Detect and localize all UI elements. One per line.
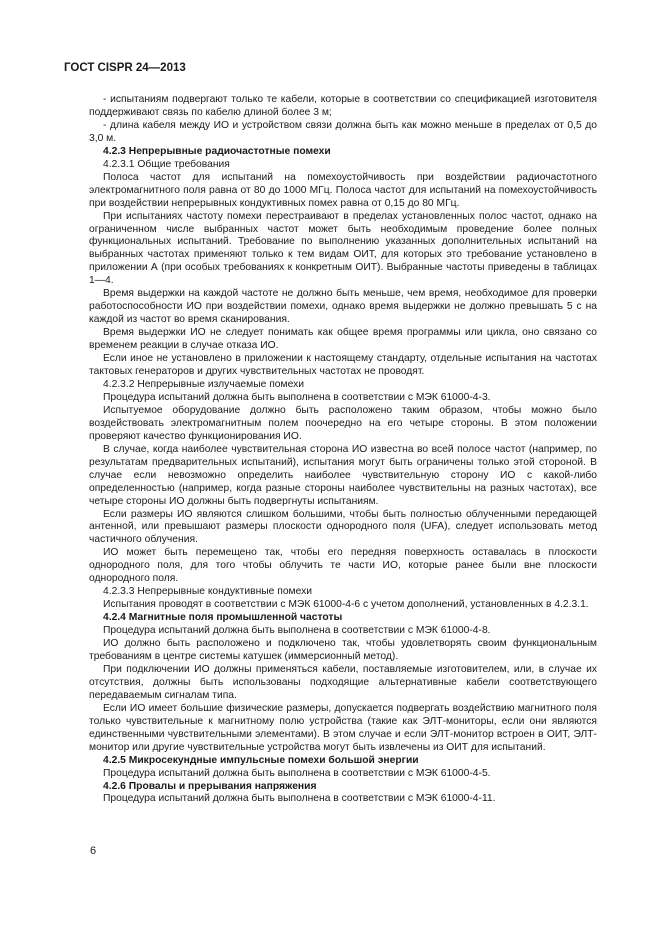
paragraph: Процедура испытаний должна быть выполнена в соответствии с МЭК 61000-4-3. [103, 391, 491, 403]
paragraph: При подключении ИО должны применяться кабели, поставляемые изготовителем, или, в случае их отсутствия, должны быть использованы подходящие альтернативные кабели соответствующего передаваемым сигналам типа. [89, 663, 597, 701]
section-heading: 4.2.6 Провалы и прерывания напряжения [103, 780, 317, 792]
document-header: ГОСТ CISPR 24—2013 [64, 62, 186, 74]
paragraph: Процедура испытаний должна быть выполнена в соответствии с МЭК 61000-4-11. [103, 793, 496, 805]
paragraph: Если ИО имеет большие физические размеры, допускается подвергать воздействию магнитного поля только чувствительные к магнитному полю устройства (такие как ЭЛТ-мониторы, если они являются единственными чувствительными элементами). В этом случае и если ЭЛТ-монитор встроен в ОИТ, ЭЛТ-монитор или другие чувствительные устройства могут быть извлечены из ОИТ для испытаний. [89, 702, 597, 753]
paragraph: 4.2.3.1 Общие требования [103, 158, 230, 170]
section-heading: 4.2.5 Микросекундные импульсные помехи большой энергии [103, 754, 419, 766]
paragraph: Испытуемое оборудование должно быть расположено таким образом, чтобы можно было воздействовать электромагнитным полем поочередно на его четыре стороны. В этом положении проверяют качество функционирования ИО. [89, 404, 597, 442]
paragraph: В случае, когда наиболее чувствительная сторона ИО известна во всей полосе частот (например, по результатам предварительных испытаний), испытания могут быть ограничены только этой стороной. В случае если невозможно определить наиболее чувствительную сторону ИО с какой-либо определенностью (например, когда разные стороны наиболее чувствительны на разных частотах), все четыре стороны ИО должны быть подвергнуты испытаниям. [89, 443, 597, 507]
paragraph: Процедура испытаний должна быть выполнена в соответствии с МЭК 61000-4-5. [103, 767, 491, 779]
paragraph: При испытаниях частоту помехи перестраивают в пределах установленных полос частот, однако на ограниченном числе выбранных частот может быть необходимым проведение более полных функциональных испытаний. Требование по выполнению указанных дополнительных испытаний на выбранных частотах применяют только к тем видам ОИТ, для которых это требование установлено в приложении А (при особых требованиях к конкретным ОИТ). Выбранные частоты приведены в таблицах 1—4. [89, 210, 597, 287]
paragraph: Процедура испытаний должна быть выполнена в соответствии с МЭК 61000-4-8. [103, 625, 491, 637]
paragraph: - испытаниям подвергают только те кабели, которые в соответствии со спецификацией изготовителя поддерживают связь по кабелю длиной более 3 м; [89, 94, 597, 118]
paragraph: ИО может быть перемещено так, чтобы его передняя поверхность оставалась в плоскости однородного поля, для того чтобы облучить те части ИО, которые ранее были вне плоскости однородного поля. [89, 547, 597, 585]
paragraph: ИО должно быть расположено и подключено так, чтобы удовлетворять своим функциональным требованиям в центре системы катушек (иммерсионный метод). [89, 638, 597, 662]
paragraph: 4.2.3.2 Непрерывные излучаемые помехи [103, 378, 304, 390]
paragraph: Если размеры ИО являются слишком большими, чтобы быть полностью облученными передающей антенной, или превышают размеры плоскости однородного поля (UFA), следует использовать метод частичного облучения. [89, 508, 597, 546]
paragraph: Время выдержки ИО не следует понимать как общее время программы или цикла, оно связано со временем реакции в случае отказа ИО. [89, 327, 597, 352]
body-text [89, 94, 597, 806]
paragraph: 4.2.3.3 Непрерывные кондуктивные помехи [103, 586, 313, 598]
section-heading: 4.2.4 Магнитные поля промышленной частоты [103, 612, 343, 624]
paragraph: Если иное не установлено в приложении к настоящему стандарту, отдельные испытания на частотах тактовых генераторов и других чувствительных частотах не проводят. [89, 353, 597, 378]
paragraph: - длина кабеля между ИО и устройством связи должна быть как можно меньше в пределах от 0,5 до 3,0 м. [89, 119, 597, 144]
paragraph: Время выдержки на каждой частоте не должно быть меньше, чем время, необходимое для проверки работоспособности ИО при воздействии помехи, однако время выдержки не должно превышать 5 с на каждой из частот во время сканирования. [89, 288, 597, 326]
page-number: 6 [90, 845, 97, 857]
paragraph: Полоса частот для испытаний на помехоустойчивость при воздействии радиочастотного электромагнитного поля равна от 80 до 1000 МГц. Полоса частот для испытаний на помехоустойчивость при воздействии непрерывных кондуктивных помех равна от 0,15 до 80 МГц. [89, 171, 597, 209]
section-heading: 4.2.3 Непрерывные радиочастотные помехи [103, 145, 331, 157]
paragraph: Испытания проводят в соответствии с МЭК 61000-4-6 с учетом дополнений, установленных в 4.2.3.1. [103, 599, 589, 611]
